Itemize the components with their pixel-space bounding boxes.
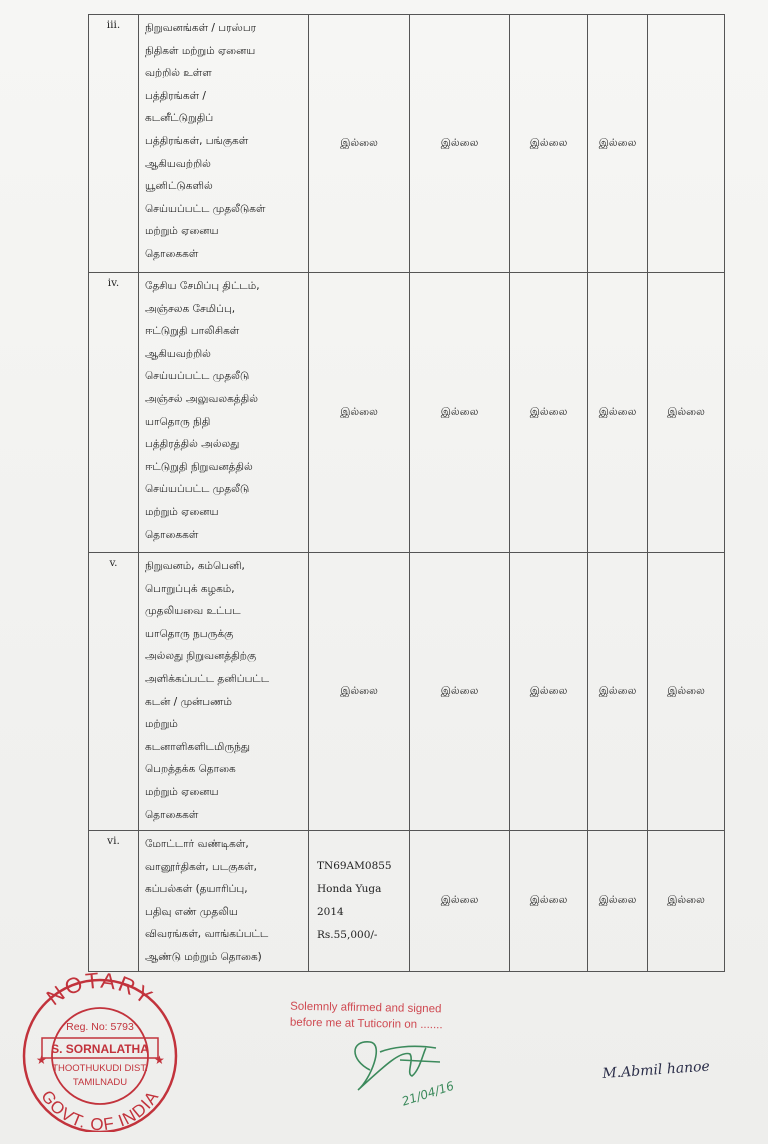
signature-date: 21/04/16 bbox=[400, 1078, 456, 1106]
value-cell: இல்லை bbox=[648, 831, 725, 972]
value-cell: இல்லை bbox=[510, 831, 588, 972]
value-cell: இல்லை bbox=[410, 553, 510, 831]
deponent-signature bbox=[600, 1046, 730, 1086]
value-cell: இல்லை bbox=[588, 831, 648, 972]
signature-text: M.Abmil hanoe bbox=[601, 1058, 711, 1083]
row-number: iii. bbox=[89, 15, 139, 273]
row-description: நிறுவனம், கம்பெனி, பொறுப்புக் கழகம், முதலியவை உட்பட யாதொரு நபருக்கு அல்லது நிறுவனத்திற்கு அளிக்கப்பட்ட தனிப்பட்ட கடன் / முன்பணம் மற்றும் கடனாளிகளிடமிருந்து பெறத்தக்க தொகை மற்றும் ஏனைய தொகைகள் bbox=[139, 553, 309, 831]
svg-text:★: ★ bbox=[154, 1053, 165, 1067]
seal-name: S. SORNALATHA bbox=[51, 1042, 149, 1056]
value-cell: இல்லை bbox=[510, 273, 588, 553]
value-cell: இல்லை bbox=[648, 553, 725, 831]
seal-state: TAMILNADU bbox=[72, 1077, 128, 1088]
seal-graphic bbox=[12, 968, 188, 1132]
value-cell: இல்லை bbox=[410, 273, 510, 553]
svg-text:GOVT. OF INDIA bbox=[37, 1087, 163, 1132]
affirmation-stamp: Solemnly affirmed and signed before me at Tuticorin on ....... bbox=[289, 1000, 443, 1032]
svg-text:★: ★ bbox=[36, 1053, 47, 1067]
notary-signature bbox=[340, 1030, 470, 1106]
table-row bbox=[89, 831, 725, 972]
svg-text:NOTARY bbox=[42, 968, 159, 1010]
seal-district: THOOTHUKUDI DIST. bbox=[52, 1063, 148, 1074]
signature-graphic bbox=[340, 1030, 470, 1106]
signature-graphic bbox=[600, 1046, 730, 1086]
notary-seal bbox=[12, 968, 188, 1132]
row-number: iv. bbox=[89, 273, 139, 553]
seal-bottom-text: GOVT. OF INDIA bbox=[37, 1086, 163, 1132]
value-cell: இல்லை bbox=[588, 553, 648, 831]
value-cell: இல்லை bbox=[510, 15, 588, 273]
table-row bbox=[89, 553, 725, 831]
value-cell: இல்லை bbox=[588, 273, 648, 553]
value-cell: இல்லை bbox=[309, 273, 410, 553]
value-cell: இல்லை bbox=[510, 553, 588, 831]
value-cell: இல்லை bbox=[410, 15, 510, 273]
table-row bbox=[89, 15, 725, 273]
value-cell bbox=[648, 15, 725, 273]
value-cell: இல்லை bbox=[309, 15, 410, 273]
table-row bbox=[89, 273, 725, 553]
row-description: தேசிய சேமிப்பு திட்டம், அஞ்சலக சேமிப்பு, ஈட்டுறுதி பாலிசிகள் ஆகியவற்றில் செய்யப்பட்ட முதலீடு அஞ்சல் அலுவலகத்தில் யாதொரு நிதி பத்திரத்தில் அல்லது ஈட்டுறுதி நிறுவனத்தில் செய்யப்பட்ட முதலீடு மற்றும் ஏனைய தொகைகள் bbox=[139, 273, 309, 553]
row-description: மோட்டார் வண்டிகள், வானூர்திகள், படகுகள், கப்பல்கள் (தயாரிப்பு, பதிவு எண் முதலிய விவரங்கள், வாங்கப்பட்ட ஆண்டு மற்றும் தொகை) bbox=[139, 831, 309, 972]
row-number: vi. bbox=[89, 831, 139, 972]
vehicle-details-cell: TN69AM0855 Honda Yuga 2014 Rs.55,000/- bbox=[309, 831, 410, 972]
seal-top-text: NOTARY bbox=[41, 968, 159, 1011]
value-cell: இல்லை bbox=[309, 553, 410, 831]
value-cell: இல்லை bbox=[410, 831, 510, 972]
asset-table bbox=[88, 14, 725, 972]
row-number: v. bbox=[89, 553, 139, 831]
value-cell: இல்லை bbox=[648, 273, 725, 553]
row-description: நிறுவனங்கள் / பரஸ்பர நிதிகள் மற்றும் ஏனைய வற்றில் உள்ள பத்திரங்கள் / கடனீட்டுறுதிப் பத்திரங்கள், பங்குகள் ஆகியவற்றில் யூனிட்டுகளில் செய்யப்பட்ட முதலீடுகள் மற்றும் ஏனைய தொகைகள் bbox=[139, 15, 309, 273]
value-cell: இல்லை bbox=[588, 15, 648, 273]
seal-reg: Reg. No: 5793 bbox=[66, 1021, 134, 1033]
